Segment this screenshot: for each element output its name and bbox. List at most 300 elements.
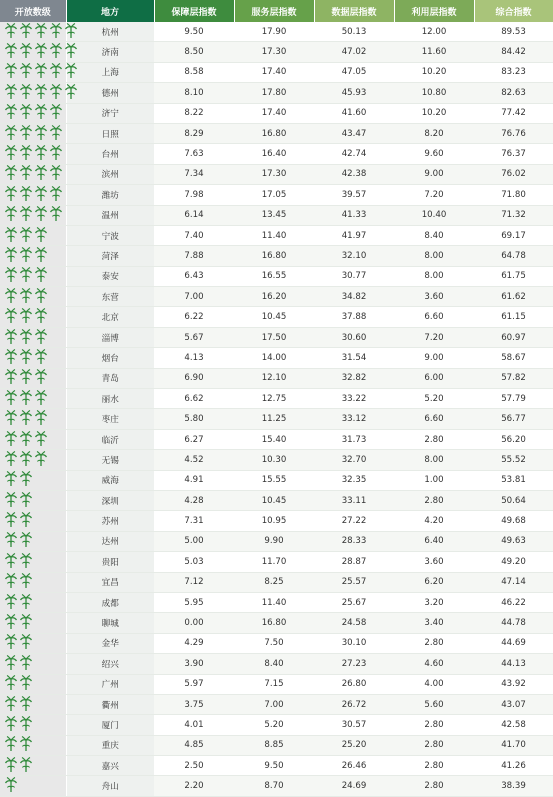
- tree-icon: [4, 655, 18, 670]
- city-cell: 聊城: [66, 613, 154, 633]
- tree-icon: [19, 492, 33, 507]
- open-level-cell: [0, 531, 66, 551]
- open-level-cell: [0, 776, 66, 796]
- utilization-index-cell: 8.20: [394, 123, 474, 143]
- open-level-cell: [0, 409, 66, 429]
- guarantee-index-cell: 4.01: [154, 715, 234, 735]
- city-cell: 台州: [66, 144, 154, 164]
- tree-icon: [4, 614, 18, 629]
- open-level-rating: [4, 165, 63, 180]
- header-guarantee-index: 保障层指数: [154, 0, 234, 22]
- city-cell: 宁波: [66, 225, 154, 245]
- tree-icon: [34, 125, 48, 140]
- tree-icon: [19, 634, 33, 649]
- open-level-cell: [0, 368, 66, 388]
- tree-icon: [4, 696, 18, 711]
- city-cell: 日照: [66, 123, 154, 143]
- tree-icon: [4, 84, 18, 99]
- tree-icon: [34, 23, 48, 38]
- service-index-cell: 17.30: [234, 164, 314, 184]
- composite-index-cell: 57.79: [474, 389, 553, 409]
- composite-index-cell: 49.68: [474, 511, 553, 531]
- city-cell: 贵阳: [66, 552, 154, 572]
- open-level-rating: [4, 369, 48, 384]
- service-index-cell: 8.40: [234, 654, 314, 674]
- tree-icon: [34, 329, 48, 344]
- data-index-cell: 31.73: [314, 429, 394, 449]
- tree-icon: [19, 614, 33, 629]
- composite-index-cell: 58.67: [474, 348, 553, 368]
- service-index-cell: 16.55: [234, 266, 314, 286]
- open-level-rating: [4, 63, 78, 78]
- data-index-cell: 27.22: [314, 511, 394, 531]
- tree-icon: [4, 329, 18, 344]
- guarantee-index-cell: 5.00: [154, 531, 234, 551]
- tree-icon: [34, 165, 48, 180]
- service-index-cell: 10.95: [234, 511, 314, 531]
- table-row: [0, 592, 553, 612]
- data-index-cell: 32.70: [314, 450, 394, 470]
- open-level-rating: [4, 634, 33, 649]
- service-index-cell: 11.70: [234, 552, 314, 572]
- table-row: [0, 470, 553, 490]
- utilization-index-cell: 9.60: [394, 144, 474, 164]
- open-level-rating: [4, 329, 48, 344]
- composite-index-cell: 84.42: [474, 42, 553, 62]
- guarantee-index-cell: 5.95: [154, 592, 234, 612]
- data-index-cell: 37.88: [314, 307, 394, 327]
- composite-index-cell: 61.62: [474, 287, 553, 307]
- open-level-rating: [4, 186, 63, 201]
- data-index-cell: 26.80: [314, 674, 394, 694]
- tree-icon: [19, 655, 33, 670]
- tree-icon: [49, 23, 63, 38]
- open-level-cell: [0, 654, 66, 674]
- tree-icon: [19, 206, 33, 221]
- open-level-cell: [0, 715, 66, 735]
- open-level-cell: [0, 327, 66, 347]
- tree-icon: [34, 267, 48, 282]
- service-index-cell: 12.75: [234, 389, 314, 409]
- table-row: [0, 348, 553, 368]
- service-index-cell: 17.40: [234, 62, 314, 82]
- service-index-cell: 13.45: [234, 205, 314, 225]
- tree-icon: [64, 23, 78, 38]
- tree-icon: [19, 532, 33, 547]
- tree-icon: [34, 288, 48, 303]
- guarantee-index-cell: 7.40: [154, 225, 234, 245]
- data-index-cell: 24.58: [314, 613, 394, 633]
- tree-icon: [4, 63, 18, 78]
- tree-icon: [4, 390, 18, 405]
- open-level-rating: [4, 512, 33, 527]
- tree-icon: [19, 594, 33, 609]
- open-level-rating: [4, 451, 48, 466]
- utilization-index-cell: 2.80: [394, 756, 474, 776]
- guarantee-index-cell: 4.29: [154, 633, 234, 653]
- tree-icon: [19, 43, 33, 58]
- data-index-cell: 25.67: [314, 592, 394, 612]
- open-level-cell: [0, 307, 66, 327]
- service-index-cell: 14.00: [234, 348, 314, 368]
- open-level-rating: [4, 390, 48, 405]
- service-index-cell: 10.30: [234, 450, 314, 470]
- header-city: 地方: [66, 0, 154, 22]
- table-row: [0, 429, 553, 449]
- open-level-cell: [0, 572, 66, 592]
- tree-icon: [19, 410, 33, 425]
- guarantee-index-cell: 2.50: [154, 756, 234, 776]
- city-cell: 威海: [66, 470, 154, 490]
- open-level-rating: [4, 227, 48, 242]
- data-index-cell: 26.46: [314, 756, 394, 776]
- data-index-cell: 24.69: [314, 776, 394, 796]
- tree-icon: [19, 736, 33, 751]
- table-row: [0, 246, 553, 266]
- tree-icon: [64, 84, 78, 99]
- header-open-level: 开放数级: [0, 0, 66, 22]
- header-utilization-index: 利用层指数: [394, 0, 474, 22]
- composite-index-cell: 71.80: [474, 185, 553, 205]
- open-level-cell: [0, 246, 66, 266]
- guarantee-index-cell: 2.20: [154, 776, 234, 796]
- composite-index-cell: 41.26: [474, 756, 553, 776]
- open-level-rating: [4, 206, 63, 221]
- utilization-index-cell: 7.20: [394, 185, 474, 205]
- tree-icon: [19, 227, 33, 242]
- utilization-index-cell: 9.00: [394, 164, 474, 184]
- tree-icon: [19, 471, 33, 486]
- table-row: [0, 144, 553, 164]
- city-cell: 深圳: [66, 490, 154, 510]
- tree-icon: [19, 696, 33, 711]
- table-row: [0, 531, 553, 551]
- open-level-rating: [4, 553, 33, 568]
- service-index-cell: 7.00: [234, 694, 314, 714]
- guarantee-index-cell: 7.98: [154, 185, 234, 205]
- open-level-rating: [4, 84, 78, 99]
- table-row: [0, 735, 553, 755]
- composite-index-cell: 55.52: [474, 450, 553, 470]
- open-level-cell: [0, 633, 66, 653]
- utilization-index-cell: 4.00: [394, 674, 474, 694]
- open-level-cell: [0, 694, 66, 714]
- composite-index-cell: 76.76: [474, 123, 553, 143]
- tree-icon: [4, 288, 18, 303]
- table-row: [0, 776, 553, 796]
- utilization-index-cell: 2.80: [394, 490, 474, 510]
- service-index-cell: 17.90: [234, 22, 314, 42]
- data-index-cell: 33.22: [314, 389, 394, 409]
- open-level-rating: [4, 431, 48, 446]
- composite-index-cell: 49.63: [474, 531, 553, 551]
- city-cell: 淄博: [66, 327, 154, 347]
- tree-icon: [19, 186, 33, 201]
- tree-icon: [34, 186, 48, 201]
- tree-icon: [34, 451, 48, 466]
- tree-icon: [34, 104, 48, 119]
- service-index-cell: 10.45: [234, 307, 314, 327]
- composite-index-cell: 44.78: [474, 613, 553, 633]
- utilization-index-cell: 3.60: [394, 552, 474, 572]
- data-index-cell: 30.57: [314, 715, 394, 735]
- utilization-index-cell: 6.00: [394, 368, 474, 388]
- tree-icon: [34, 227, 48, 242]
- tree-icon: [19, 757, 33, 772]
- tree-icon: [19, 349, 33, 364]
- tree-icon: [19, 145, 33, 160]
- open-level-rating: [4, 573, 33, 588]
- open-level-rating: [4, 125, 63, 140]
- city-cell: 青岛: [66, 368, 154, 388]
- city-cell: 厦门: [66, 715, 154, 735]
- city-cell: 杭州: [66, 22, 154, 42]
- open-level-cell: [0, 490, 66, 510]
- table-row: [0, 103, 553, 123]
- guarantee-index-cell: 7.00: [154, 287, 234, 307]
- table-row: [0, 613, 553, 633]
- service-index-cell: 16.80: [234, 123, 314, 143]
- data-index-cell: 34.82: [314, 287, 394, 307]
- data-index-cell: 25.20: [314, 735, 394, 755]
- open-level-cell: [0, 735, 66, 755]
- service-index-cell: 8.85: [234, 735, 314, 755]
- city-cell: 泰安: [66, 266, 154, 286]
- data-index-cell: 47.02: [314, 42, 394, 62]
- city-cell: 德州: [66, 83, 154, 103]
- table-row: [0, 225, 553, 245]
- composite-index-cell: 53.81: [474, 470, 553, 490]
- composite-index-cell: 61.15: [474, 307, 553, 327]
- service-index-cell: 17.05: [234, 185, 314, 205]
- service-index-cell: 11.25: [234, 409, 314, 429]
- utilization-index-cell: 8.40: [394, 225, 474, 245]
- tree-icon: [19, 247, 33, 262]
- city-cell: 达州: [66, 531, 154, 551]
- tree-icon: [4, 369, 18, 384]
- tree-icon: [4, 716, 18, 731]
- composite-index-cell: 83.23: [474, 62, 553, 82]
- city-cell: 金华: [66, 633, 154, 653]
- utilization-index-cell: 9.00: [394, 348, 474, 368]
- table-row: [0, 123, 553, 143]
- tree-icon: [19, 104, 33, 119]
- utilization-index-cell: 12.00: [394, 22, 474, 42]
- open-level-rating: [4, 532, 33, 547]
- composite-index-cell: 46.22: [474, 592, 553, 612]
- service-index-cell: 15.55: [234, 470, 314, 490]
- utilization-index-cell: 6.20: [394, 572, 474, 592]
- tree-icon: [4, 186, 18, 201]
- composite-index-cell: 44.13: [474, 654, 553, 674]
- guarantee-index-cell: 6.43: [154, 266, 234, 286]
- data-index-cell: 32.82: [314, 368, 394, 388]
- data-index-cell: 47.05: [314, 62, 394, 82]
- city-cell: 临沂: [66, 429, 154, 449]
- data-index-cell: 33.11: [314, 490, 394, 510]
- tree-icon: [19, 288, 33, 303]
- service-index-cell: 5.20: [234, 715, 314, 735]
- utilization-index-cell: 2.80: [394, 429, 474, 449]
- city-cell: 烟台: [66, 348, 154, 368]
- tree-icon: [19, 63, 33, 78]
- city-cell: 济南: [66, 42, 154, 62]
- guarantee-index-cell: 8.29: [154, 123, 234, 143]
- city-cell: 温州: [66, 205, 154, 225]
- tree-icon: [19, 573, 33, 588]
- tree-icon: [4, 777, 18, 792]
- service-index-cell: 8.70: [234, 776, 314, 796]
- city-cell: 潍坊: [66, 185, 154, 205]
- open-level-rating: [4, 675, 33, 690]
- city-cell: 广州: [66, 674, 154, 694]
- guarantee-index-cell: 6.27: [154, 429, 234, 449]
- city-cell: 滨州: [66, 164, 154, 184]
- tree-icon: [4, 349, 18, 364]
- tree-icon: [4, 675, 18, 690]
- utilization-index-cell: 6.60: [394, 307, 474, 327]
- city-cell: 绍兴: [66, 654, 154, 674]
- guarantee-index-cell: 4.13: [154, 348, 234, 368]
- open-level-cell: [0, 429, 66, 449]
- open-level-cell: [0, 144, 66, 164]
- guarantee-index-cell: 7.34: [154, 164, 234, 184]
- tree-icon: [49, 165, 63, 180]
- composite-index-cell: 44.69: [474, 633, 553, 653]
- open-level-cell: [0, 756, 66, 776]
- utilization-index-cell: 6.60: [394, 409, 474, 429]
- open-level-cell: [0, 287, 66, 307]
- guarantee-index-cell: 9.50: [154, 22, 234, 42]
- utilization-index-cell: 10.80: [394, 83, 474, 103]
- utilization-index-cell: 8.00: [394, 450, 474, 470]
- open-level-rating: [4, 696, 33, 711]
- table-row: [0, 62, 553, 82]
- tree-icon: [49, 43, 63, 58]
- tree-icon: [34, 308, 48, 323]
- tree-icon: [4, 165, 18, 180]
- guarantee-index-cell: 5.67: [154, 327, 234, 347]
- service-index-cell: 17.40: [234, 103, 314, 123]
- utilization-index-cell: 1.00: [394, 470, 474, 490]
- data-index-cell: 41.60: [314, 103, 394, 123]
- open-level-cell: [0, 205, 66, 225]
- data-index-cell: 41.33: [314, 205, 394, 225]
- tree-icon: [4, 451, 18, 466]
- open-level-rating: [4, 736, 33, 751]
- city-cell: 东营: [66, 287, 154, 307]
- tree-icon: [34, 390, 48, 405]
- open-level-cell: [0, 42, 66, 62]
- utilization-index-cell: 7.20: [394, 327, 474, 347]
- table-row: [0, 307, 553, 327]
- guarantee-index-cell: 4.52: [154, 450, 234, 470]
- composite-index-cell: 69.17: [474, 225, 553, 245]
- service-index-cell: 17.50: [234, 327, 314, 347]
- utilization-index-cell: 4.20: [394, 511, 474, 531]
- city-cell: 菏泽: [66, 246, 154, 266]
- data-index-cell: 28.87: [314, 552, 394, 572]
- open-level-cell: [0, 22, 66, 42]
- open-level-rating: [4, 655, 33, 670]
- open-level-cell: [0, 470, 66, 490]
- data-index-cell: 31.54: [314, 348, 394, 368]
- service-index-cell: 16.80: [234, 613, 314, 633]
- data-index-cell: 28.33: [314, 531, 394, 551]
- table-row: [0, 389, 553, 409]
- open-level-rating: [4, 471, 33, 486]
- data-index-cell: 32.10: [314, 246, 394, 266]
- table-row: [0, 756, 553, 776]
- data-index-cell: 25.57: [314, 572, 394, 592]
- guarantee-index-cell: 4.85: [154, 735, 234, 755]
- city-cell: 宜昌: [66, 572, 154, 592]
- guarantee-index-cell: 6.22: [154, 307, 234, 327]
- composite-index-cell: 41.70: [474, 735, 553, 755]
- table-row: [0, 715, 553, 735]
- composite-index-cell: 89.53: [474, 22, 553, 42]
- service-index-cell: 17.80: [234, 83, 314, 103]
- open-level-rating: [4, 288, 48, 303]
- open-level-cell: [0, 674, 66, 694]
- tree-icon: [4, 104, 18, 119]
- table-row: [0, 205, 553, 225]
- data-index-cell: 33.12: [314, 409, 394, 429]
- tree-icon: [34, 369, 48, 384]
- tree-icon: [34, 43, 48, 58]
- service-index-cell: 8.25: [234, 572, 314, 592]
- data-index-cell: 50.13: [314, 22, 394, 42]
- table-row: [0, 450, 553, 470]
- utilization-index-cell: 8.00: [394, 266, 474, 286]
- open-level-cell: [0, 103, 66, 123]
- guarantee-index-cell: 4.28: [154, 490, 234, 510]
- tree-icon: [4, 471, 18, 486]
- data-index-cell: 26.72: [314, 694, 394, 714]
- city-cell: 衢州: [66, 694, 154, 714]
- utilization-index-cell: 3.60: [394, 287, 474, 307]
- tree-icon: [49, 104, 63, 119]
- table-row: [0, 42, 553, 62]
- open-level-rating: [4, 410, 48, 425]
- table-row: [0, 552, 553, 572]
- tree-icon: [19, 369, 33, 384]
- tree-icon: [4, 532, 18, 547]
- utilization-index-cell: 5.60: [394, 694, 474, 714]
- service-index-cell: 9.90: [234, 531, 314, 551]
- guarantee-index-cell: 7.63: [154, 144, 234, 164]
- data-index-cell: 42.38: [314, 164, 394, 184]
- service-index-cell: 15.40: [234, 429, 314, 449]
- service-index-cell: 11.40: [234, 225, 314, 245]
- composite-index-cell: 77.42: [474, 103, 553, 123]
- open-level-rating: [4, 594, 33, 609]
- composite-index-cell: 50.64: [474, 490, 553, 510]
- composite-index-cell: 82.63: [474, 83, 553, 103]
- guarantee-index-cell: 6.90: [154, 368, 234, 388]
- open-level-cell: [0, 164, 66, 184]
- tree-icon: [49, 186, 63, 201]
- tree-icon: [34, 431, 48, 446]
- tree-icon: [49, 84, 63, 99]
- composite-index-cell: 43.07: [474, 694, 553, 714]
- tree-icon: [64, 63, 78, 78]
- data-index-cell: 42.74: [314, 144, 394, 164]
- open-level-rating: [4, 614, 33, 629]
- open-level-cell: [0, 266, 66, 286]
- header-data-index: 数据层指数: [314, 0, 394, 22]
- guarantee-index-cell: 8.50: [154, 42, 234, 62]
